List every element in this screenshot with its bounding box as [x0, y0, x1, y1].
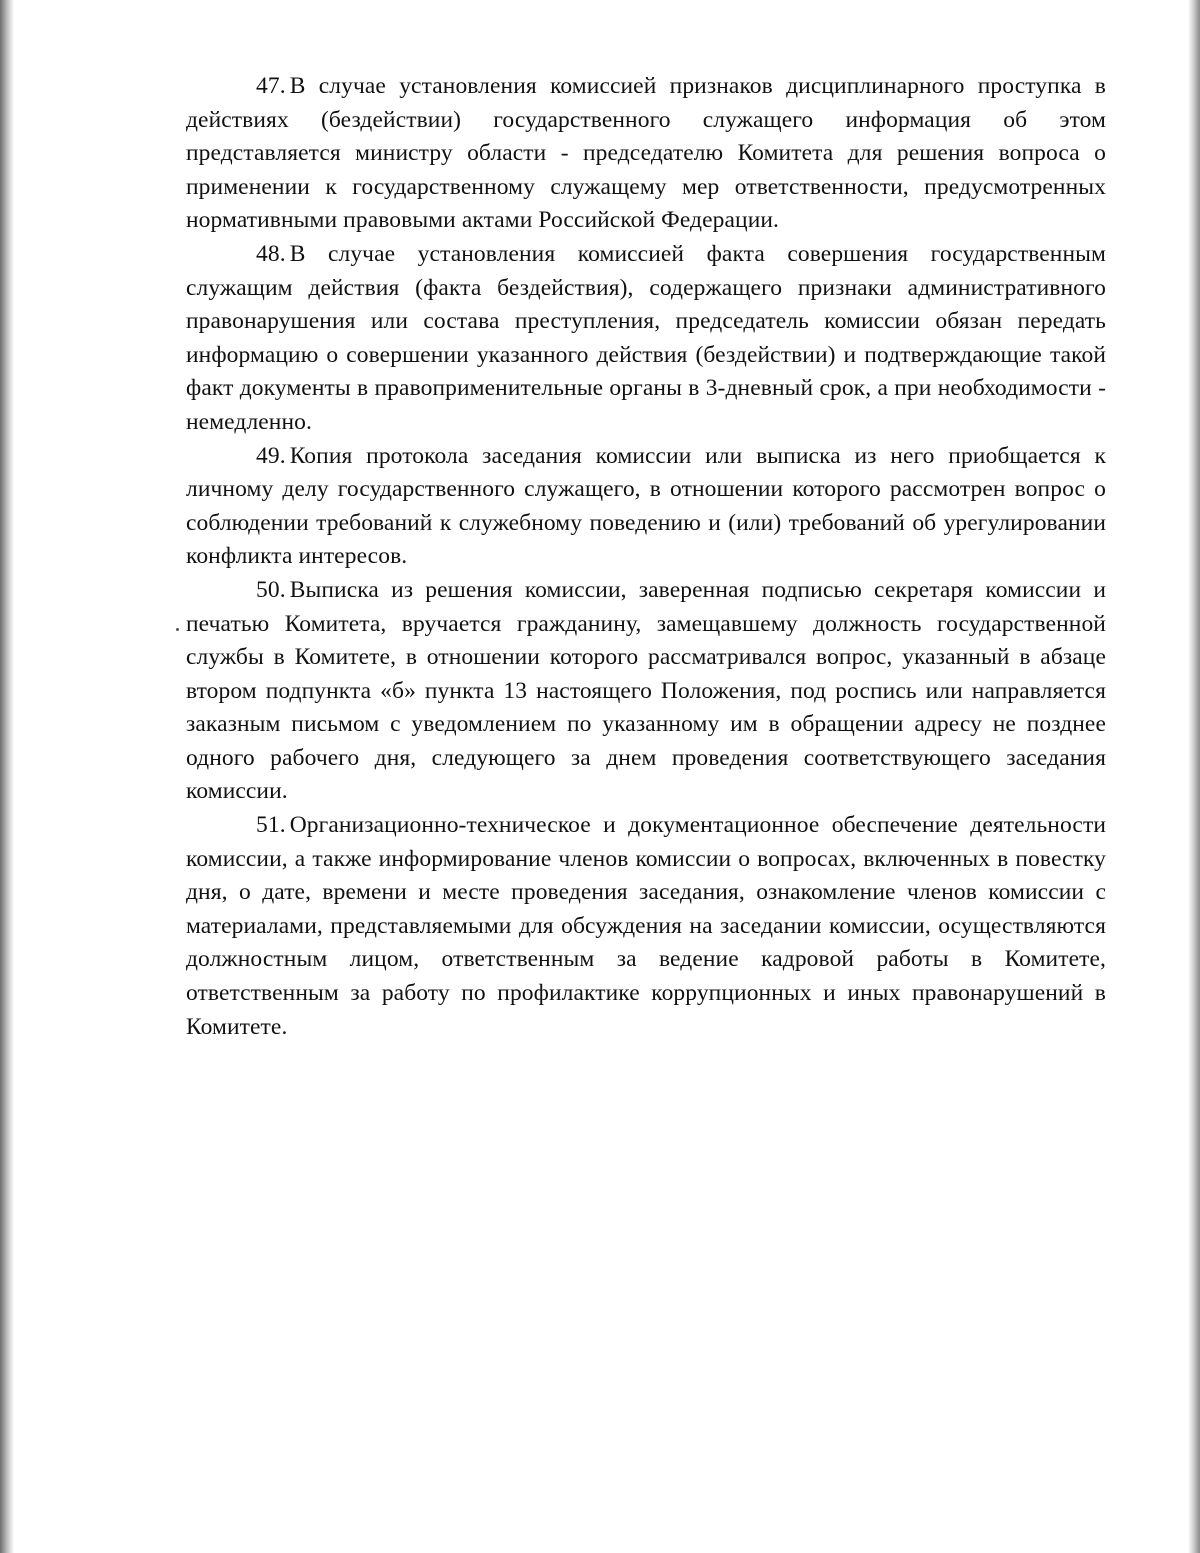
- paragraph-number: 51.: [256, 812, 286, 839]
- paragraph-text: Организационно-техническое и документационное обеспечение деятельности комиссии, а также информирование членов комиссии о вопросах, включенных в повестку дня, о дате, времени и месте проведения заседания, ознакомление членов комиссии с материалами, представляемыми для обсуждения на заседании комиссии, осуществляются должностным лицом, ответственным за ведение кадровой работы в Комитете, ответственным за работу по профилактике коррупционных и иных правонарушений в Комитете.: [186, 812, 1106, 1040]
- paragraph-number: 50.: [256, 576, 286, 603]
- scan-speck: [176, 628, 179, 631]
- paragraph-47: [186, 70, 1106, 238]
- paragraph-number: 48.: [256, 240, 286, 267]
- paragraph-51: [186, 809, 1106, 1044]
- paragraph-50: [186, 574, 1106, 809]
- scan-edge-right: [1188, 0, 1200, 1553]
- paragraph-48: [186, 238, 1106, 440]
- paragraph-number: 47.: [256, 73, 286, 99]
- paragraph-text: Копия протокола заседания комиссии или выписка из него приобщается к личному делу государственного служащего, в отношении которого рассмотрен вопрос о соблюдении требований к служебному поведению и (или) требований об урегулировании конфликта интересов.: [186, 442, 1106, 570]
- document-page: [186, 70, 1106, 1044]
- paragraph-number: 49.: [256, 442, 286, 469]
- paragraph-text: В случае установления комиссией факта совершения государственным служащим действия (факта бездействия), содержащего признаки административного правонарушения или состава преступления, председатель комиссии обязан передать информацию о совершении указанного действия (бездействии) и подтверждающие такой факт документы в правоприменительные органы в 3-дневный срок, а при необходимости - немедленно.: [186, 240, 1106, 435]
- paragraph-49: [186, 440, 1106, 574]
- paragraph-text: Выписка из решения комиссии, заверенная подписью секретаря комиссии и печатью Комитета, вручается гражданину, замещавшему должность государственной службы в Комитете, в отношении которого рассматривался вопрос, указанный в абзаце втором подпункта «б» пункта 13 настоящего Положения, под роспись или направляется заказным письмом с уведомлением по указанному им в обращении адресу не позднее одного рабочего дня, следующего за днем проведения соответствующего заседания комиссии.: [186, 576, 1106, 805]
- paragraph-text: В случае установления комиссией признаков дисциплинарного проступка в действиях (бездействии) государственного служащего информация об этом представляется министру области - председателю Комитета для решения вопроса о применении к государственному служащему мер ответственности, предусмотренных нормативными правовыми актами Российской Федерации.: [186, 73, 1106, 234]
- scan-edge-left: [0, 0, 14, 1553]
